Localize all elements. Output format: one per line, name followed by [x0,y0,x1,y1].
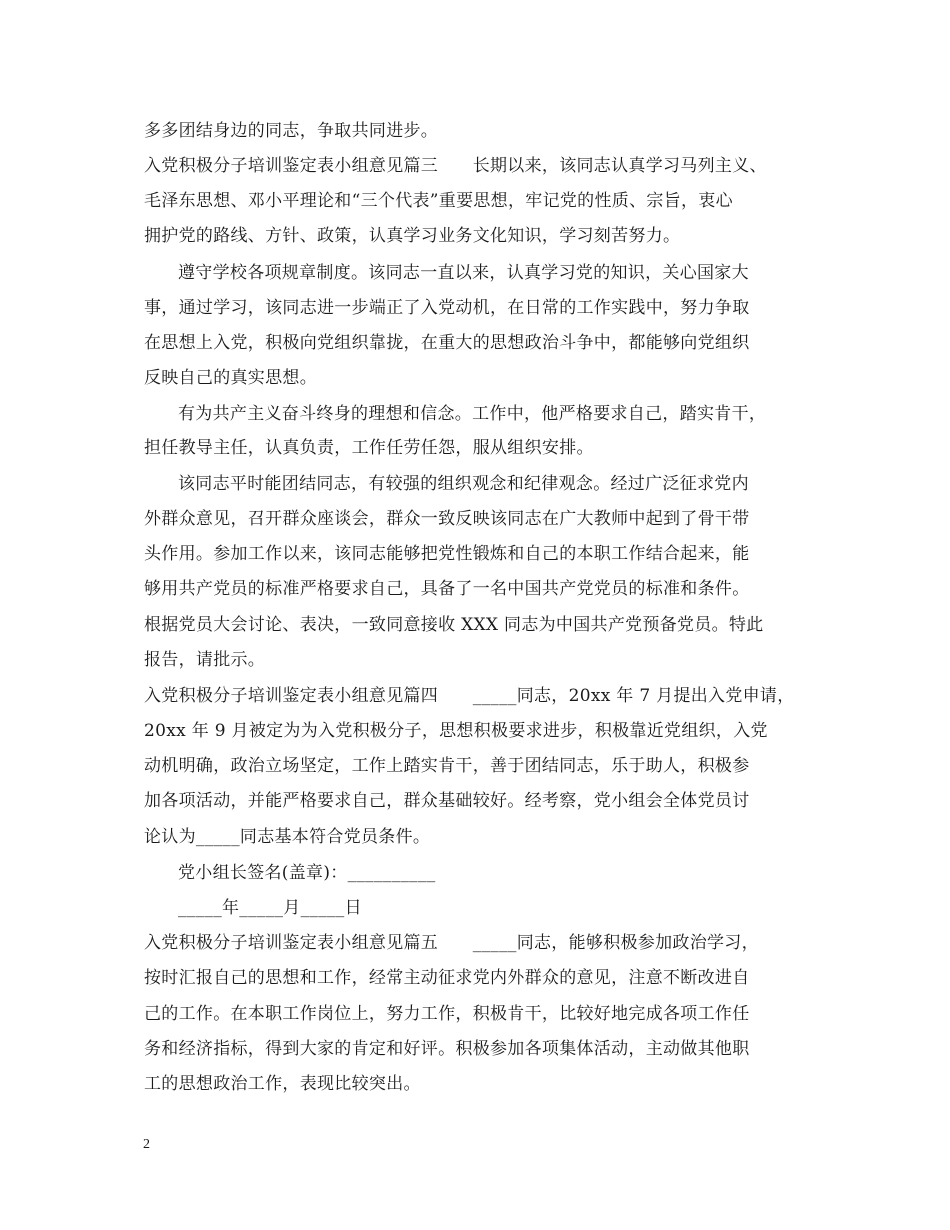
text-line: 加各项活动，并能严格要求自己，群众基础较好。经考察，党小组会全体党员讨 [144,791,750,811]
text-line: 在思想上入党，积极向党组织靠拢，在重大的思想政治斗争中，都能够向党组织 [144,333,750,353]
text-line: 动机明确，政治立场坚定，工作上踏实肯干，善于团结同志，乐于助人，积极参 [144,756,750,776]
text-line: 多多团结身边的同志，争取共同进步。 [144,121,439,141]
text-line: 遵守学校各项规章制度。该同志一直以来，认真学习党的知识，关心国家大 [178,263,749,283]
text-line: 外群众意见，召开群众座谈会，群众一致反映该同志在广大教师中起到了骨干带 [144,509,750,529]
text-line: 论认为_____同志基本符合党员条件。 [144,827,431,847]
text-line: 己的工作。在本职工作岗位上，努力工作，积极肯干，比较好地完成各项工作任 [144,1004,750,1024]
signature-line: 党小组长签名(盖章)：__________ [178,863,436,883]
page-number: 2 [143,1137,150,1152]
text-line: 头作用。参加工作以来，该同志能够把党性锻炼和自己的本职工作结合起来，能 [144,544,750,564]
text-line: 毛泽东思想、邓小平理论和“三个代表”重要思想，牢记党的性质、宗旨，衷心 [144,191,733,211]
text-line: 20xx 年 9 月被定为为入党积极分子，思想积极要求进步，积极靠近党组织，入党 [144,721,768,741]
text-line: 入党积极分子培训鉴定表小组意见篇四 _____同志，20xx 年 7 月提出入党申请， [144,686,795,706]
text-line: 反映自己的真实思想。 [144,368,317,388]
text-line: 拥护党的路线、方针、政策，认真学习业务文化知识，学习刻苦努力。 [144,226,681,246]
text-line: 入党积极分子培训鉴定表小组意见篇三 长期以来，该同志认真学习马列主义、 [144,156,767,176]
text-line: 该同志平时能团结同志，有较强的组织观念和纪律观念。经过广泛征求党内 [178,474,749,494]
text-line: 根据党员大会讨论、表决，一致同意接收 XXX 同志为中国共产党预备党员。特此 [144,615,764,635]
text-line: 入党积极分子培训鉴定表小组意见篇五 _____同志，能够积极参加政治学习， [144,933,759,953]
text-line: 有为共产主义奋斗终身的理想和信念。工作中，他严格要求自己，踏实肯干， [178,404,767,424]
text-line: 按时汇报自己的思想和工作，经常主动征求党内外群众的意见，注意不断改进自 [144,968,750,988]
text-line: 务和经济指标，得到大家的肯定和好评。积极参加各项集体活动，主动做其他职 [144,1039,750,1059]
text-line: 工的思想政治工作，表现比较突出。 [144,1074,421,1094]
date-line: _____年_____月_____日 [178,898,362,918]
text-line: 事，通过学习，该同志进一步端正了入党动机，在日常的工作实践中，努力争取 [144,298,750,318]
text-line: 够用共产党员的标准严格要求自己，具备了一名中国共产党党员的标准和条件。 [144,579,750,599]
text-line: 报告，请批示。 [144,650,266,670]
text-line: 担任教导主任，认真负责，工作任劳任怨，服从组织安排。 [144,438,594,458]
